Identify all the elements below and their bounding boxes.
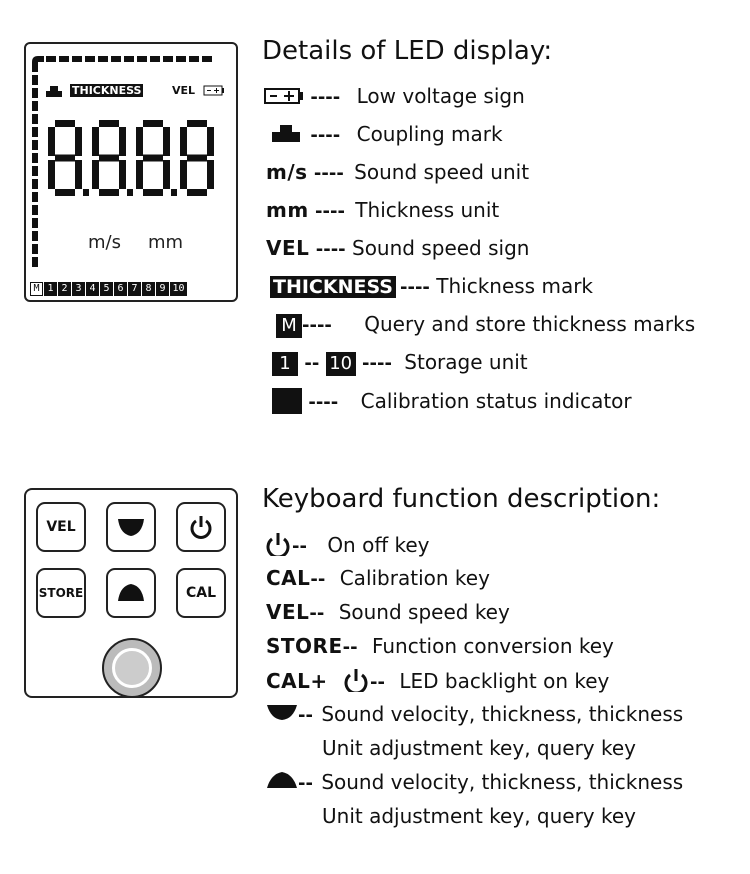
square-icon [272,388,302,414]
digit-segment [180,127,187,156]
lcd-memory-cell: 4 [86,282,99,296]
led-row-vel [266,236,529,260]
dash: ---- [400,277,430,298]
coupling-icon [46,86,62,97]
digit-segment [55,189,75,196]
digit-segment [55,155,75,162]
digit-segment [207,127,214,156]
digit-segment [143,120,163,127]
kb-row-down-line2: Unit adjustment key, query key [322,736,637,760]
kb-row-backlight [266,668,609,693]
led-section-heading: Details of LED display: [262,36,553,66]
kb-row-text: Sound velocity, thickness, thickness [321,702,684,726]
kb-row-text: Calibration key [339,566,490,590]
led-row-text: Thickness mark [436,274,593,298]
kb-row-down [266,702,683,726]
digit-segment [48,160,55,189]
power-icon [264,532,292,556]
up-icon [266,771,298,789]
digit-segment [143,189,163,196]
led-row-text: Calibration status indicator [360,389,632,413]
led-row-text: Query and store thickness marks [364,312,696,336]
up-key[interactable] [106,568,156,618]
led-row-text: Coupling mark [356,122,503,146]
digit-decimal-point [127,189,133,196]
digit-segment [187,120,207,127]
dash: ---- [308,392,339,413]
lcd-memory-cell: 5 [100,282,113,296]
lcd-memory-cell: 8 [142,282,155,296]
kb-row-text: LED backlight on key [399,669,610,693]
dash: ---- [313,163,344,184]
kb-row-text: On off key [327,533,430,557]
kb-row-up-line2: Unit adjustment key, query key [322,804,637,828]
dash: ---- [315,239,346,260]
kb-key-store: STORE [266,634,343,658]
led-key-mm: mm [266,198,309,222]
lcd-memory-cell: 1 [44,282,57,296]
coupling-icon [270,123,304,143]
digit-segment [163,160,170,189]
led-row-coupling [270,122,503,146]
lcd-memory-cell: 9 [156,282,169,296]
digit-segment [99,155,119,162]
keyboard-section-heading: Keyboard function description: [262,484,661,514]
lcd-memory-row [30,276,188,296]
digit-segment [99,120,119,127]
bar-graph-left [32,75,38,267]
digit-segment [180,160,187,189]
dash: ---- [315,201,345,222]
digit-segment [75,160,82,189]
dash: -- [292,536,307,557]
digit-segment [143,155,163,162]
led-row-text: Sound speed unit [354,160,530,184]
dash: -- [310,569,326,590]
digit-segment [163,127,170,156]
lcd-unit-ms: m/s [88,232,121,253]
seven-segment-digits [48,120,214,196]
digit-segment [48,127,55,156]
led-key-10: 10 [326,352,356,376]
kb-row-store [266,634,614,658]
kb-row-up [266,770,683,794]
cal-key[interactable]: CAL [176,568,226,618]
led-row-thickness [270,274,593,298]
kb-key-vel: VEL [266,600,310,624]
digit-decimal-point [171,189,177,196]
dash: -- [298,705,313,726]
lcd-memory-cell: 10 [170,282,187,296]
lcd-memory-cell: 6 [114,282,127,296]
kb-row-vel [266,600,510,624]
lcd-memory-cell: 7 [128,282,141,296]
dash: ---- [310,87,341,108]
kb-row-text: Function conversion key [371,634,614,658]
digit-segment [119,160,126,189]
led-row-text: Storage unit [404,350,528,374]
store-key[interactable]: STORE [36,568,86,618]
digit-segment [207,160,214,189]
down-icon [266,703,298,721]
digit-segment [136,160,143,189]
digit-decimal-point [83,189,89,196]
digit-segment [92,160,99,189]
probe-socket [102,638,162,698]
digit-segment [187,189,207,196]
dash: ---- [302,315,332,336]
down-key[interactable] [106,502,156,552]
led-row-text: Low voltage sign [356,84,525,108]
led-row-storage [272,350,528,376]
battery-icon [264,87,304,105]
kb-row-cal [266,566,490,590]
digit-segment [136,127,143,156]
digit-segment [75,127,82,156]
keypad-panel [24,488,238,698]
up-icon [116,582,146,604]
dash: -- [304,353,320,374]
kb-key-cal: CAL [266,566,311,590]
down-icon [116,516,146,538]
lcd-segments [26,44,236,300]
led-key-1: 1 [272,352,298,376]
led-key-m: M [276,314,302,338]
led-row-low-voltage [264,84,525,108]
battery-icon [204,86,224,95]
dash: -- [309,603,325,624]
power-icon [188,514,214,540]
dash: -- [342,637,358,658]
led-row-calibration [272,388,632,414]
kb-row-power [264,532,429,557]
dash: -- [298,773,313,794]
bar-graph-top [32,56,212,72]
power-key[interactable] [176,502,226,552]
lcd-memory-cell: 3 [72,282,85,296]
led-row-mm [266,198,499,222]
led-key-thickness: THICKNESS [270,276,396,298]
lcd-unit-mm: mm [148,232,184,253]
kb-row-text: Sound speed key [338,600,510,624]
dash: -- [370,672,385,693]
lcd-vel-label: VEL [172,84,196,97]
power-icon [342,668,370,692]
led-row-ms [266,160,529,184]
digit-segment [119,127,126,156]
dash: ---- [310,125,341,146]
lcd-memory-cell: 2 [58,282,71,296]
led-key-vel: VEL [266,236,310,260]
kb-key-cal-plus: CAL+ [266,669,328,693]
digit-segment [99,189,119,196]
lcd-memory-m: M [30,282,43,296]
vel-key[interactable]: VEL [36,502,86,552]
dash: ---- [362,353,392,374]
lcd-thickness-label: THICKNESS [72,84,142,97]
digit-segment [92,127,99,156]
led-row-m [276,312,695,338]
digit-segment [55,120,75,127]
probe-socket-inner [112,648,152,688]
lcd-display [24,42,238,302]
kb-row-text: Sound velocity, thickness, thickness [321,770,684,794]
led-row-text: Sound speed sign [352,236,530,260]
led-row-text: Thickness unit [355,198,500,222]
led-key-ms: m/s [266,160,308,184]
digit-segment [187,155,207,162]
